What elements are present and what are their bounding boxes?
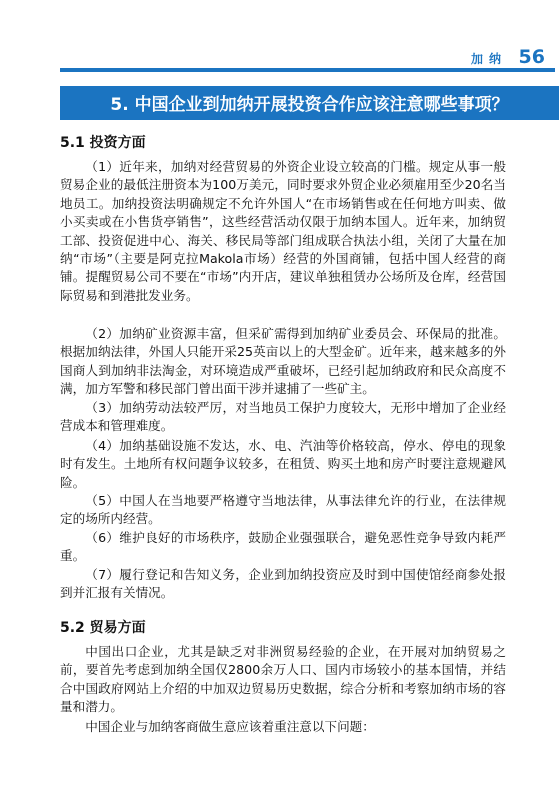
paragraph: （3）加纳劳动法较严厉，对当地员工保护力度较大，无形中增加了企业经营成本和管理难度。 [60,400,506,434]
section-heading-investment: 5.1 投资方面 [60,135,146,151]
paragraph: （5）中国人在当地要严格遵守当地法律，从事法律允许的行业，在法律规定的场所内经营。 [60,493,506,527]
paragraph: （1）近年来，加纳对经营贸易的外资企业设立较高的门槛。规定从事一般贸易企业的最低注册资本为100万美元，同时要求外贸企业必须雇用至少20名当地员工。加纳投资法明确规定不允许外国人“在市场销售或在任何地方叫卖、做小买卖或在小售货亭销售”，这些经营活动仅限于加纳本国人。近年来，加纳贸工部、投资促进中心、海关、移民局等部门组成联合执法小组，关闭了大量在加纳“市场”（主要是阿克拉Makola市场）经营的外国商铺，包括中国人经营的商铺。提醒贸易公司不要在“市场”内开店，建议单独租赁办公场所及仓库，经营国际贸易和到港批发业务。 [60,159,506,303]
header-country: 加纳 [470,52,507,66]
paragraph: （7）履行登记和告知义务，企业到加纳投资应及时到中国使馆经商参处报到并汇报有关情况。 [60,567,506,601]
paragraph: （4）加纳基础设施不发达，水、电、汽油等价格较高，停水、停电的现象时有发生。土地所有权问题争议较多，在租赁、购买土地和房产时要注意规避风险。 [60,438,506,490]
paragraph: （2）加纳矿业资源丰富，但采矿需得到加纳矿业委员会、环保局的批准。根据加纳法律，外国人只能开采25英亩以上的大型金矿。近年来，越来越多的外国商人到加纳非法淘金，对环境造成严重破坏，已经引起加纳政府和民众高度不满，加方军警和移民部门曾出面干涉并逮捕了一些矿主。 [60,326,506,397]
section-heading-trade: 5.2 贸易方面 [60,620,146,636]
paragraph: 中国企业与加纳客商做生意应该着重注意以下问题： [85,719,375,734]
chapter-title-bar [60,86,559,120]
header-rule [60,68,555,72]
chapter-title: 5. 中国企业到加纳开展投资合作应该注意哪些事项？ [110,95,509,115]
running-header [0,48,559,78]
paragraph: （6）维护良好的市场秩序，鼓励企业强强联合，避免恶性竞争导致内耗严重。 [60,530,506,564]
paragraph: 中国出口企业，尤其是缺乏对非洲贸易经验的企业，在开展对加纳贸易之前，要首先考虑到加纳全国仅2800余万人口、国内市场较小的基本国情，并结合中国政府网站上介绍的中加双边贸易历史数据，综合分析和考察加纳市场的容量和潜力。 [60,644,506,715]
page-number: 56 [518,46,545,68]
